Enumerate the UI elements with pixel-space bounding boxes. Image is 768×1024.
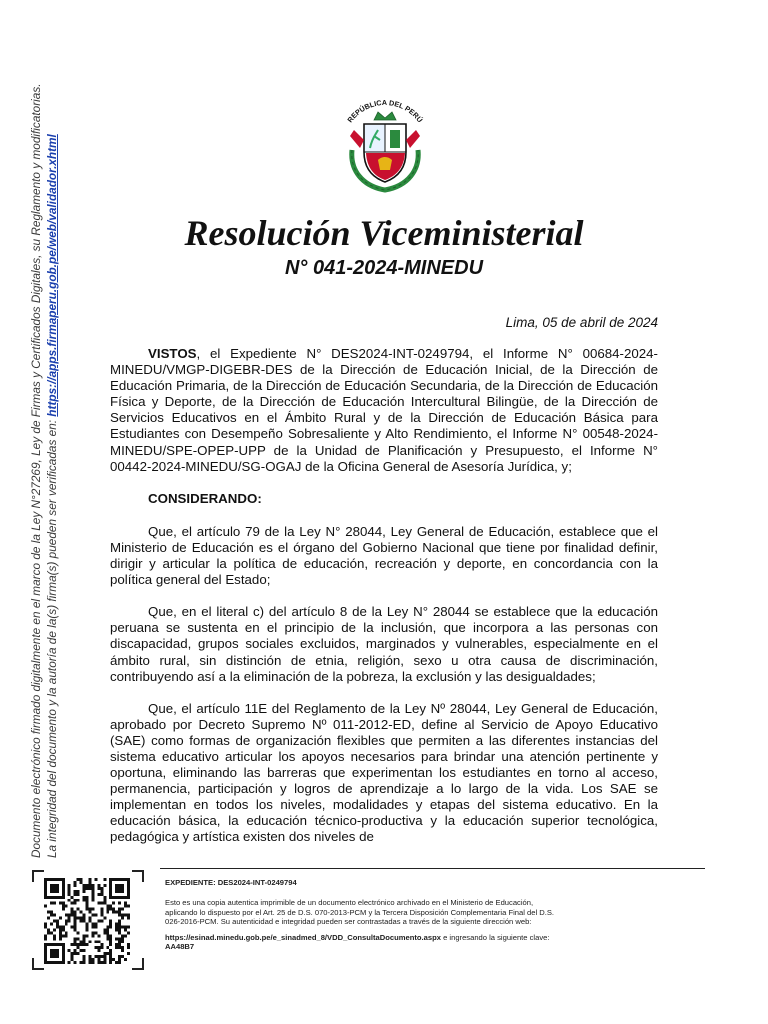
- document-body: [110, 346, 658, 862]
- coat-of-arms-icon: [330, 90, 440, 200]
- document-date: Lima, 05 de abril de 2024: [505, 315, 658, 330]
- verification-tail: e ingresando la siguiente clave:: [440, 932, 550, 942]
- crest-label: REPÚBLICA DEL PERÚ: [345, 97, 425, 125]
- footer-paragraph: Esto es una copia autentica imprimible de un documento electrónico archivado en el Ministerio de Educación, aplicando lo dispuesto por el Art. 25 de D.S. 070-2013-PCM y la Tercera Disposición Complementaria Final del D.S. 026-2016-PCM. Su autenticidad e integridad pueden ser contrastadas a través de la siguiente dirección web:: [165, 898, 555, 927]
- footer-divider: [160, 868, 705, 869]
- qr-code-icon: [44, 878, 130, 964]
- resolution-number: N° 041-2024-MINEDU: [284, 257, 484, 279]
- verification-key: AA48B7: [165, 942, 195, 952]
- footer-info: [165, 878, 565, 951]
- qr-frame: [32, 870, 144, 970]
- vistos-lead: VISTOS: [148, 346, 197, 361]
- footer-verification: [165, 933, 565, 952]
- paragraph-2: Que, en el literal c) del artículo 8 de la Ley N° 28044 se establece que la educación peruana se sustenta en el principio de la inclusión, que incorpora a las personas con discapacidad, grupos sociales excluidos, marginados y vulnerables, especialmente en el ámbito rural, sin distinción de etnia, religión, sexo u otra causa de discriminación, contribuyendo así a la eliminación de la pobreza, la exclusión y las desigualdades;: [110, 604, 658, 684]
- verification-url[interactable]: https://esinad.minedu.gob.pe/e_sinadmed_8/VDD_ConsultaDocumento.aspx: [165, 932, 441, 942]
- signature-note-prefix: La integridad del documento y la autoría de la(s) firma(s) pueden ser verificadas en:: [45, 416, 59, 858]
- signature-note-line-2: [44, 58, 60, 858]
- paragraph-3: Que, el artículo 11E del Reglamento de la Ley Nº 28044, Ley General de Educación, aprobado por Decreto Supremo Nº 011-2012-ED, define al Servicio de Apoyo Educativo (SAE) como formas de organización flexibles que permiten a las diferentes instancias del sistema educativo articular los apoyos necesarios para brindar una atención pertinente y oportuna, eliminando las barreras que experimentan los estudiantes en torno al acceso, permanencia, participación y logros de aprendizaje a lo largo de la vida. Los SAE se implementan en todos los niveles, modalidades y etapas del sistema educativo. En la educación básica, la educación técnico-productiva y la educación superior tecnológica, pedagógica y artística existen dos niveles de: [110, 700, 658, 845]
- validator-link[interactable]: https://apps.firmaperu.gob.pe/web/validador.xhtml: [45, 134, 59, 417]
- vistos-text: , el Expediente N° DES2024-INT-0249794, el Informe N° 00684-2024-MINEDU/VMGP-DIGEBR-DES de la Dirección de Educación Inicial, de la Dirección de Educación Primaria, de la Dirección de Educación Secundaria, de la Dirección de Educación Física y Deporte, de la Dirección de Educación Intercultural Bilingüe, de la Dirección de Servicios Educativos en el Ámbito Rural y de la Dirección de Educación Básica para Estudiantes con Desempeño Sobresaliente y Alto Rendimiento, el Informe N° 00548-2024-MINEDU/SPE-OPEP-UPP de la Unidad de Planificación y Presupuesto, el Informe N° 00442-2024-MINEDU/SG-OGAJ de la Oficina General de Asesoría Jurídica, y;: [110, 346, 658, 474]
- considerando-heading: CONSIDERANDO:: [148, 490, 262, 506]
- footer-expediente: EXPEDIENTE: DES2024-INT-0249794: [165, 878, 297, 887]
- signature-note-line-1: Documento electrónico firmado digitalmente en el marco de la Ley N°27269, Ley de Firmas y Certificados Digitales, su Reglamento y modificatorias.: [29, 83, 43, 858]
- paragraph-1: Que, el artículo 79 de la Ley N° 28044, Ley General de Educación, establece que el Ministerio de Educación es el órgano del Gobierno Nacional que tiene por finalidad definir, dirigir y articular la política de educación, recreación y deporte, en concordancia con la política general del Estado;: [110, 523, 658, 588]
- document-title: Resolución Viceministerial: [184, 213, 584, 253]
- vistos-paragraph: [110, 346, 658, 475]
- digital-signature-note: [28, 58, 60, 858]
